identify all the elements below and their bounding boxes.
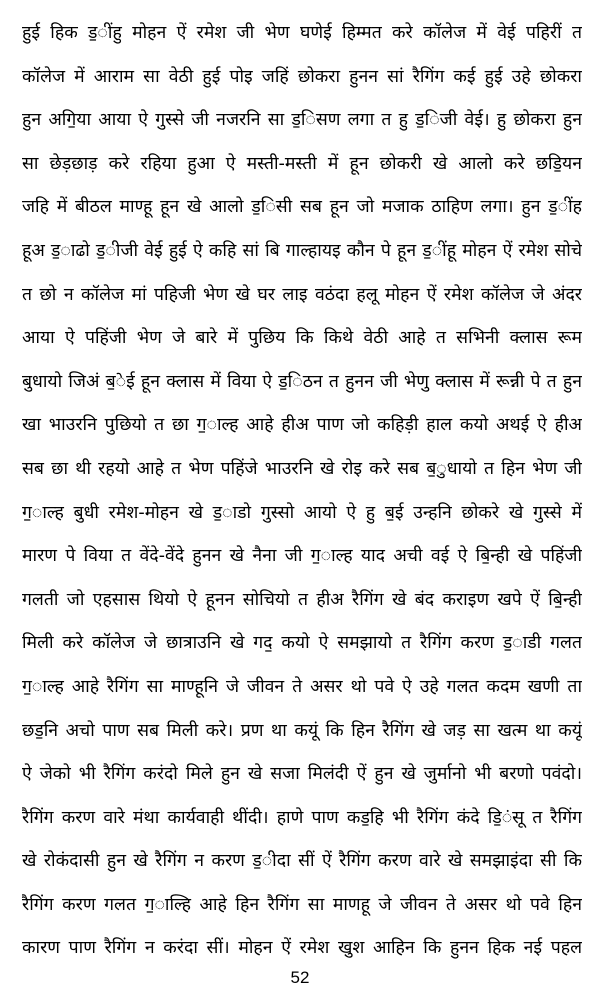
text-line-14: गलती जो एहसास थियो ऐ हूनन सोचियो त हीअ रैगिंग खे बंद कराइण खपे ऐं बि॒न्ही [22, 589, 582, 610]
text-line-15: मिली करे कॉलेज जे छात्राउनि खे गद॒ कयो ऐ समझायो त रैगिंग करण ड॒ाडी गलत [22, 633, 582, 654]
text-line-7: त छो न कॉलेज मां पहिजी भेण खे घर लाइ वठंदा हलू मोहन ऐं रमेश कॉलेज जे अंदर [22, 284, 582, 305]
text-line-17: छड॒नि अचो पाण सब मिली करे। प्रण था कयूं कि हिन रैगिंग खे जड़ सा खत्म था कयूं [22, 720, 582, 741]
text-line-18: ऐ जेको भी रैगिंग करंदो मिले हुन खे सजा मिलंदी ऐं हुन खे जुर्मानो भी बरणो पवंदो। [22, 764, 582, 785]
text-line-10: खा भाउरनि पुछियो त छा ग॒ाल्ह आहे हीअ पाण जो कहिड़ी हाल कयो अथई ऐ हीअ [22, 415, 582, 436]
text-line-3: हुन अगि॒या आया ऐ गुस्से जी नजरनि सा ड॒िसण लगा त हु ड॒िजी वेई। हु छोकरा हुन [22, 110, 582, 131]
text-line-22: कारण पाण रैगिंग न करंदा सीं। मोहन ऐं रमेश खुश आहिन कि हुनन हिक नई पहल [22, 938, 582, 959]
body-text [22, 12, 582, 971]
text-line-9: बुधायो जिअं ब॒ेई हून क्लास में विया ऐ ड॒िठन त हुनन जी भेणु क्लास में रून्नी पे त हुन [22, 371, 582, 392]
text-line-4: सा छेड़छाड़ करे रहिया हुआ ऐ मस्ती-मस्ती में हून छोकरी खे आलो करे छडि॒यन [22, 153, 582, 174]
text-line-1: हुई हिक ड॒ींहु मोहन ऐं रमेश जी भेण घणेई हिम्मत करे कॉलेज में वेई पहिरीं त [22, 23, 582, 43]
text-line-11: सब छा थी रहयो आहे त भेण पहिंजे भाउरनि खे रोइ करे सब ब॒ुधायो त हिन भेण जी [22, 458, 582, 479]
text-line-8: आया ऐ पहिंजी भेण जे बारे में पुछिय कि किथे वेठी आहे त सभिनी क्लास रूम [22, 328, 582, 349]
text-line-2: कॉलेज में आराम सा वेठी हुई पोइ जहिं छोकरा हुनन सां रैगिंग कई हुई उहे छोकरा [22, 66, 582, 87]
text-line-19: रैगिंग करण वारे मंथा कार्यवाही थींदी। हाणे पाण कड॒हि भी रैगिंग कंदे डि॒ंसू त रैगिंग [22, 807, 582, 828]
text-line-6: हूअ ड॒ाढो ड॒ीजी वेई हुई ऐ कहि सां बि गाल्हायइ कौन पे हून ड॒ींहू मोहन ऐं रमेश सोचे [22, 240, 582, 261]
page-number: 52 [290, 968, 310, 987]
text-line-5: जहि में बीठल माण्हू हून खे आलो ड॒िसी सब हून जो मजाक ठाहिण लगा। हुन ड॒ींह [22, 197, 582, 218]
text-line-21: रैगिंग करण गलत ग॒ाल्हि आहे हिन रैगिंग सा माणहू जे जीवन ते असर थो पवे हिन [22, 894, 582, 915]
text-line-20: खे रोकंदासी हुन खे रैगिंग न करण ड॒ीदा सीं ऐं रैगिंग करण वारे खे समझाइंदा सी कि [22, 851, 582, 872]
text-line-13: मारण पे विया त वेंदे-वेंदे हुनन खे नैना जी ग॒ाल्ह याद अची वई ऐ बि॒न्ही खे पहिंजी [22, 546, 582, 567]
text-line-12: ग॒ाल्ह बुधी रमेश-मोहन खे ड॒ाडो गुस्सो आयो ऐ हु ब॒ई उन्हनि छोकरे खे गुस्से में [22, 502, 582, 523]
text-line-16: ग॒ाल्ह आहे रैगिंग सा माण्हूनि जे जीवन ते असर थो पवे ऐ उहे गलत कदम खणी ता [22, 676, 582, 697]
